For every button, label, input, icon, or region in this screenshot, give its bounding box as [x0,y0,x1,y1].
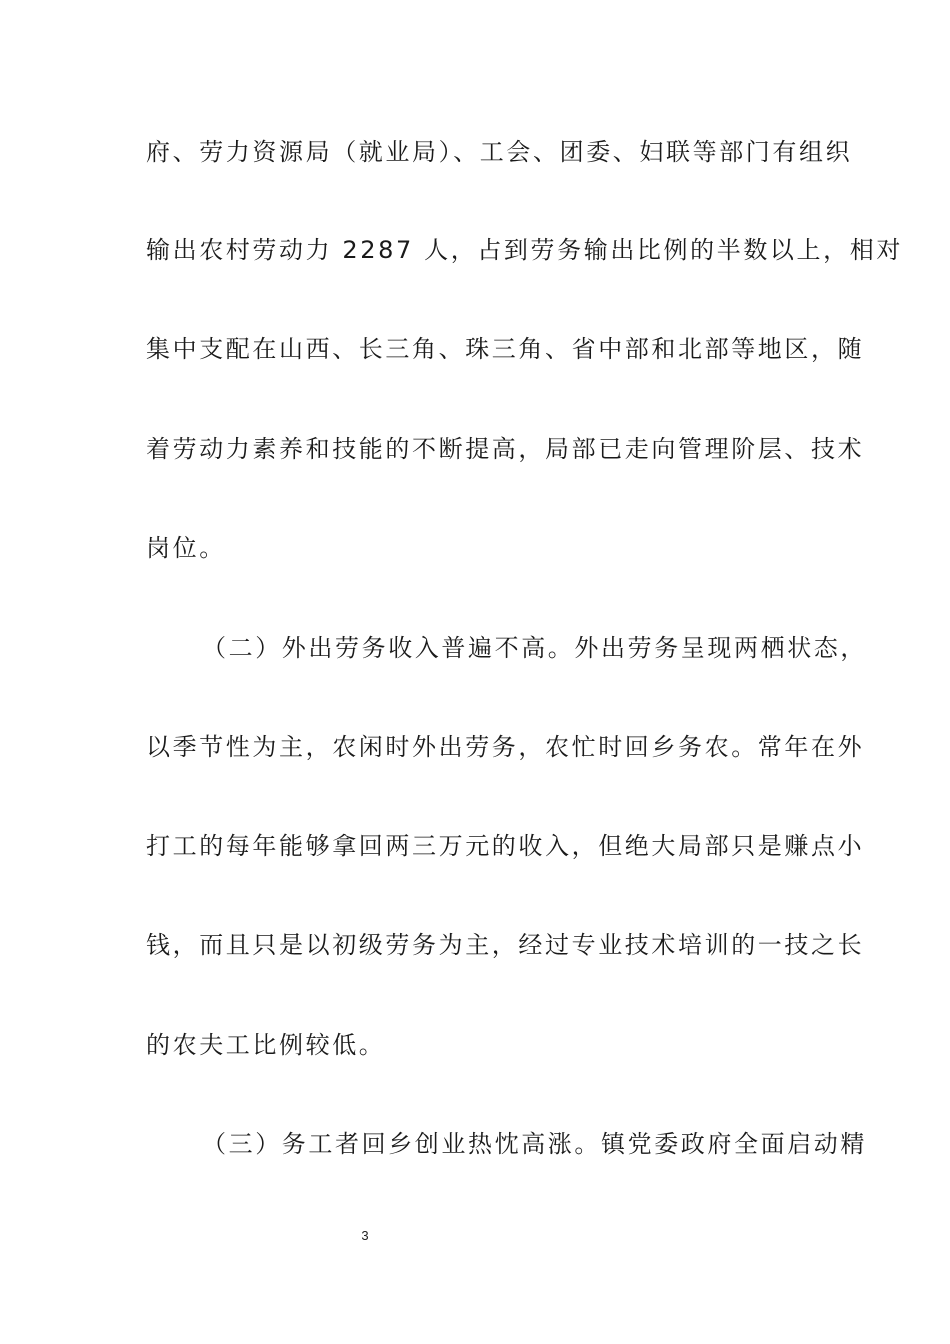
text-line: 岗位。 [146,534,226,562]
text-line: 打工的每年能够拿回两三万元的收入，但绝大局部只是赚点小 [146,832,865,860]
section-heading-line: （二）外出劳务收入普遍不高。外出劳务呈现两栖状态， [202,634,867,662]
section-heading-line: （三）务工者回乡创业热忱高涨。镇党委政府全面启动精 [202,1130,867,1158]
text-line: 着劳动力素养和技能的不断提高，局部已走向管理阶层、技术 [146,435,865,463]
text-line: 钱，而且只是以初级劳务为主，经过专业技术培训的一技之长 [146,931,865,959]
text-line: 输出农村劳动力 2287 人，占到劳务输出比例的半数以上，相对 [146,236,903,264]
text-line: 集中支配在山西、长三角、珠三角、省中部和北部等地区，随 [146,335,865,363]
text-line: 府、劳力资源局（就业局）、工会、团委、妇联等部门有组织 [146,138,853,166]
text-line: 以季节性为主，农闲时外出劳务，农忙时回乡务农。常年在外 [146,733,865,761]
page-number: 3 [361,1228,369,1243]
text-line: 的农夫工比例较低。 [146,1031,386,1059]
